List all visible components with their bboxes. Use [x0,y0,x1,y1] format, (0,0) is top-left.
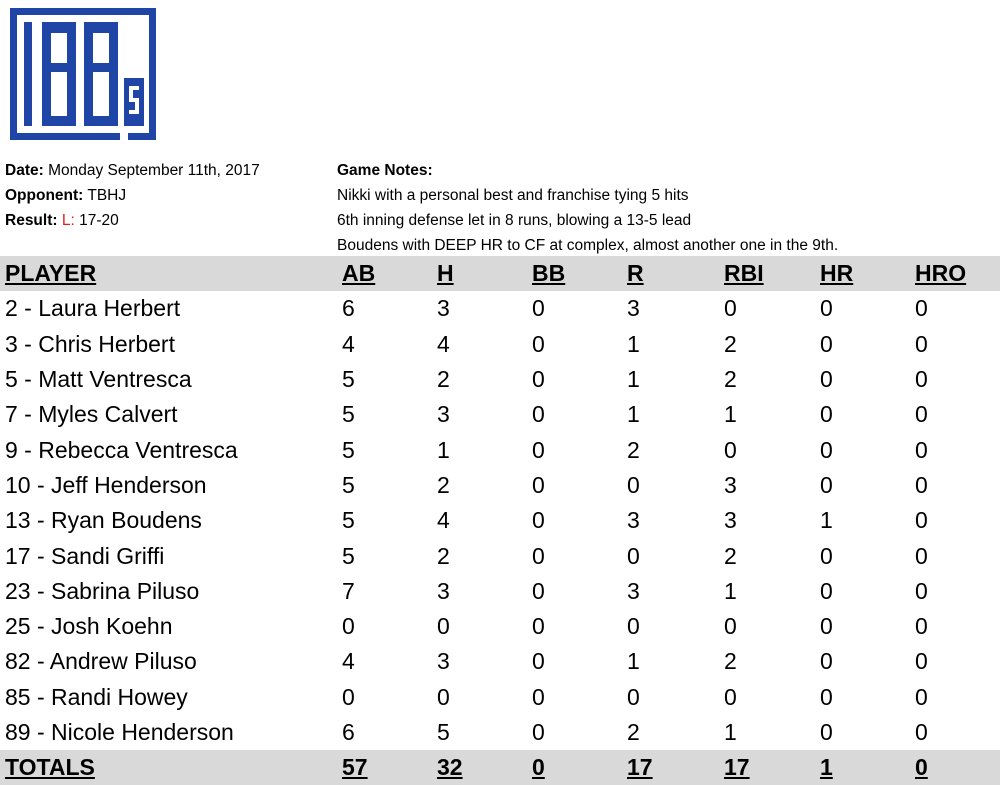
stat-cell: 0 [915,613,928,640]
stat-cell: 2 [437,542,450,569]
stat-cell: 0 [342,683,355,710]
stat-cell: 1 [627,366,640,393]
stat-cell: 0 [532,471,545,498]
stat-cell: 5 [342,436,355,463]
player-name-cell: 3 - Chris Herbert [5,330,175,357]
stat-cell: 0 [915,683,928,710]
player-name-cell: 2 - Laura Herbert [5,295,181,322]
stat-cell: 0 [915,507,928,534]
totals-cell: 32 [437,754,463,781]
player-row [0,503,1000,538]
stat-cell: 0 [627,683,640,710]
totals-label: TOTALS [5,754,95,781]
stat-cell: 0 [532,719,545,745]
stat-cell: 1 [627,648,640,675]
player-row [0,574,1000,609]
stat-cell: 0 [915,542,928,569]
stat-cell: 0 [915,436,928,463]
game-note: 6th inning defense let in 8 runs, blowing a 13-5 lead [337,212,692,229]
result-outcome: L: [61,212,75,229]
player-name-cell: 10 - Jeff Henderson [5,471,207,498]
date-label: Date: [5,162,44,179]
stat-cell: 0 [820,401,833,428]
stat-cell: 0 [915,577,928,604]
column-header: AB [342,260,376,287]
stat-cell: 0 [532,542,545,569]
stat-cell: 1 [437,436,450,463]
stat-cell: 0 [532,295,545,322]
game-notes-heading: Game Notes: [337,162,433,179]
player-row [0,644,1000,679]
stat-cell: 1 [724,401,737,428]
player-row [0,680,1000,715]
player-row [0,538,1000,573]
stat-cell: 0 [820,366,833,393]
stat-cell: 3 [724,507,737,534]
stat-cell: 0 [437,613,450,640]
player-name-cell: 17 - Sandi Griffi [5,542,165,569]
totals-cell: 57 [342,754,368,781]
column-header: HR [820,260,854,287]
stat-cell: 5 [342,507,355,534]
stat-cell: 3 [437,577,450,604]
stat-cell: 0 [627,471,640,498]
stat-cell: 2 [627,436,640,463]
stat-cell: 0 [627,542,640,569]
stat-cell: 2 [724,330,737,357]
player-name-cell: 89 - Nicole Henderson [5,719,234,745]
stat-cell: 4 [437,330,450,357]
stat-cell: 3 [437,295,450,322]
stat-cell: 4 [437,507,450,534]
stat-cell: 1 [627,401,640,428]
totals-row [0,750,1000,785]
stat-cell: 0 [532,577,545,604]
stat-cell: 0 [820,683,833,710]
player-row [0,291,1000,326]
stat-cell: 2 [724,542,737,569]
stats-body [0,291,1000,750]
stat-cell: 0 [820,719,833,745]
stat-cell: 1 [820,507,833,534]
column-header: R [627,260,644,287]
game-notes [337,158,838,258]
stat-cell: 5 [342,366,355,393]
header-row [0,256,1000,291]
player-row [0,432,1000,467]
column-header: H [437,260,454,287]
player-row [0,609,1000,644]
game-note: Nikki with a personal best and franchise tying 5 hits [337,187,689,204]
result-label: Result: [5,212,58,229]
game-info [5,158,260,233]
stat-cell: 2 [437,471,450,498]
stat-cell: 0 [532,648,545,675]
player-row [0,362,1000,397]
player-name-cell: 25 - Josh Koehn [5,613,173,640]
stat-cell: 2 [437,366,450,393]
player-name-cell: 82 - Andrew Piluso [5,648,197,675]
stat-cell: 0 [532,683,545,710]
totals-cell: 17 [627,754,653,781]
stat-cell: 0 [532,613,545,640]
result-score: 17-20 [79,212,119,229]
stat-cell: 0 [724,295,737,322]
opponent-value: TBHJ [87,187,127,204]
player-row [0,397,1000,432]
stat-cell: 0 [724,683,737,710]
totals-cell: 17 [724,754,750,781]
stat-cell: 6 [342,295,355,322]
stat-cell: 0 [532,507,545,534]
stat-cell: 0 [820,471,833,498]
stat-cell: 1 [724,719,737,745]
stat-cell: 0 [532,436,545,463]
date-line [5,158,260,183]
stat-cell: 1 [627,330,640,357]
stat-cell: 0 [627,613,640,640]
stat-cell: 0 [820,436,833,463]
result-line [5,208,260,233]
stat-cell: 0 [820,295,833,322]
totals-cell: 1 [820,754,833,781]
stat-cell: 0 [820,577,833,604]
stat-cell: 3 [627,507,640,534]
stat-cell: 2 [627,719,640,745]
stat-cell: 5 [342,542,355,569]
date-value: Monday September 11th, 2017 [48,162,260,179]
column-header: RBI [724,260,764,287]
player-name-cell: 13 - Ryan Boudens [5,507,202,534]
column-header: BB [532,260,566,287]
stats-table [0,256,1000,785]
player-name-cell: 9 - Rebecca Ventresca [5,436,238,463]
stat-cell: 0 [915,648,928,675]
opponent-line [5,183,260,208]
player-name-cell: 5 - Matt Ventresca [5,366,192,393]
totals-cell: 0 [532,754,545,781]
game-note: Boudens with DEEP HR to CF at complex, almost another one in the 9th. [337,237,839,254]
stat-cell: 5 [342,471,355,498]
stat-cell: 5 [342,401,355,428]
stat-cell: 0 [820,542,833,569]
stat-cell: 7 [342,577,355,604]
stat-cell: 3 [437,401,450,428]
stat-cell: 0 [724,613,737,640]
stat-cell: 0 [915,366,928,393]
player-name-cell: 85 - Randi Howey [5,683,188,710]
stat-cell: 6 [342,719,355,745]
player-name-cell: 7 - Myles Calvert [5,401,178,428]
column-header: PLAYER [5,260,97,287]
opponent-label: Opponent: [5,187,84,204]
column-header: HRO [915,260,967,287]
stat-cell: 0 [915,471,928,498]
totals-cell: 0 [915,754,928,781]
stat-cell: 1 [724,577,737,604]
stat-cell: 0 [915,295,928,322]
stat-cell: 0 [532,366,545,393]
stat-cell: 4 [342,648,355,675]
stat-cell: 0 [915,719,928,745]
stat-cell: 4 [342,330,355,357]
stat-cell: 3 [437,648,450,675]
stat-cell: 0 [532,330,545,357]
stat-cell: 0 [820,648,833,675]
stat-cell: 0 [724,436,737,463]
team-logo [10,8,156,140]
stat-cell: 3 [627,577,640,604]
stat-cell: 0 [915,330,928,357]
stat-cell: 0 [532,401,545,428]
stat-cell: 0 [342,613,355,640]
player-row [0,468,1000,503]
stat-cell: 2 [724,366,737,393]
stat-cell: 0 [820,613,833,640]
stat-cell: 2 [724,648,737,675]
stat-cell: 0 [915,401,928,428]
player-row [0,327,1000,362]
stat-cell: 5 [437,719,450,745]
stat-cell: 0 [437,683,450,710]
player-row [0,715,1000,750]
stat-cell: 0 [820,330,833,357]
stat-cell: 3 [724,471,737,498]
player-name-cell: 23 - Sabrina Piluso [5,577,200,604]
stat-cell: 3 [627,295,640,322]
